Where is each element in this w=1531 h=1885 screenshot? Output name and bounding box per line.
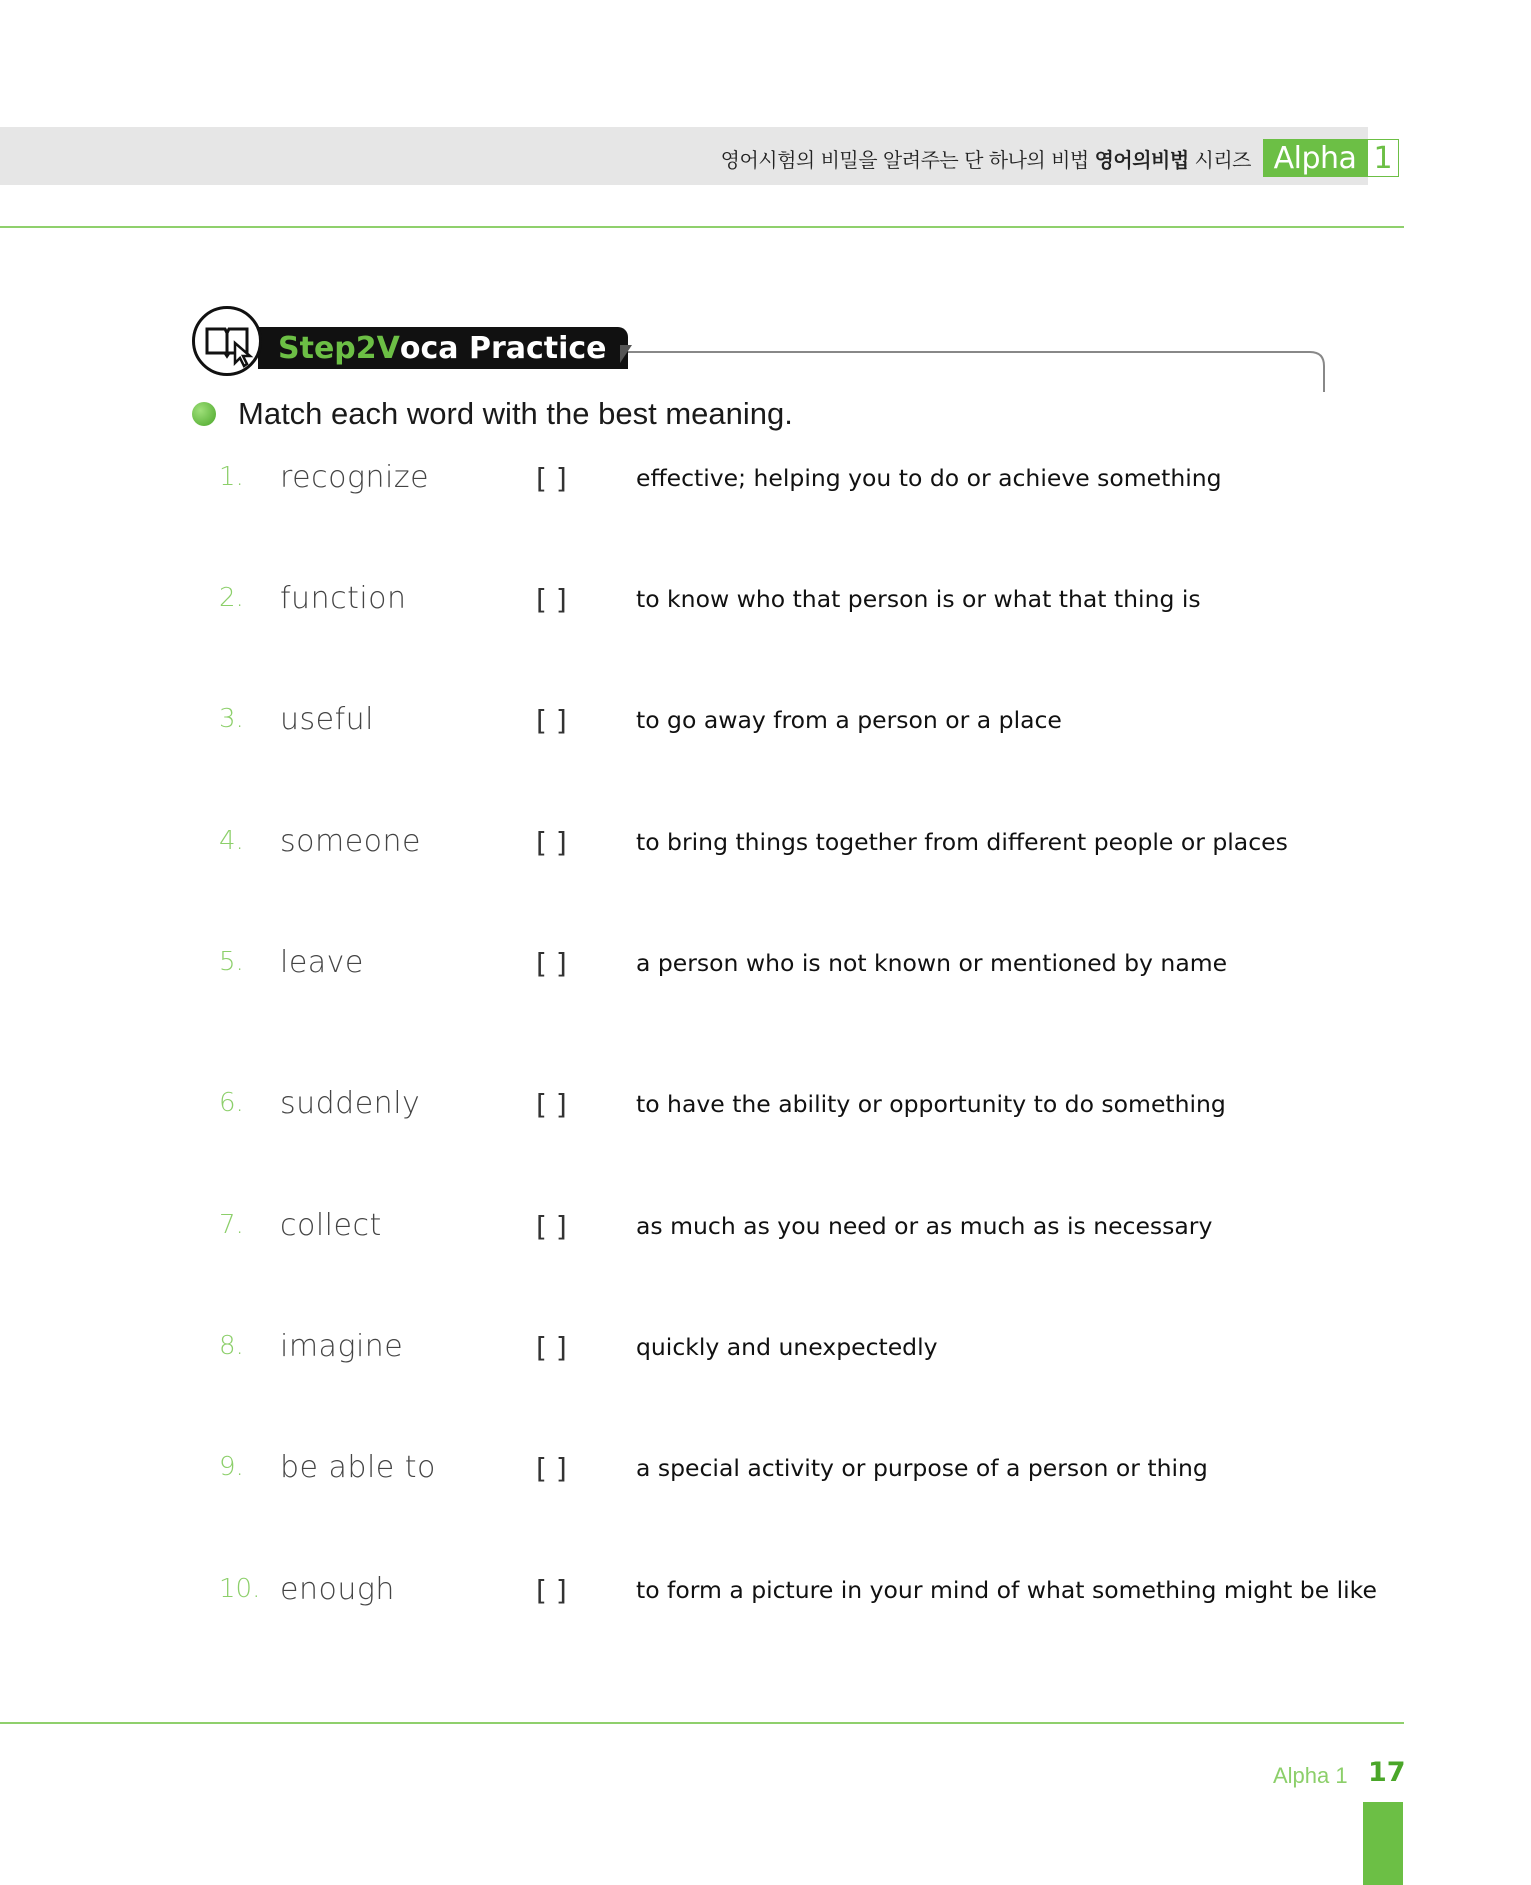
item-definition: effective; helping you to do or achieve something [636, 464, 1222, 492]
alpha-badge: Alpha [1263, 139, 1367, 177]
item-number: 5. [219, 947, 244, 977]
list-item [0, 1452, 1404, 1492]
item-number: 7. [219, 1210, 244, 1240]
item-definition: quickly and unexpectedly [636, 1333, 938, 1361]
item-definition: to bring things together from different people or places [636, 828, 1288, 856]
item-definition: to go away from a person or a place [636, 706, 1062, 734]
list-item [0, 1331, 1404, 1371]
bullet-icon [192, 402, 216, 426]
item-number: 6. [219, 1088, 244, 1118]
list-item [0, 947, 1404, 987]
list-item [0, 1574, 1404, 1614]
page-number: 17 [1368, 1757, 1406, 1788]
item-definition: to have the ability or opportunity to do something [636, 1090, 1226, 1118]
item-number: 10. [219, 1574, 261, 1604]
item-definition: as much as you need or as much as is necessary [636, 1212, 1213, 1240]
answer-bracket[interactable]: [ ] [536, 1574, 567, 1607]
alpha-badge-number: 1 [1367, 139, 1399, 177]
item-definition: to form a picture in your mind of what something might be like [636, 1576, 1377, 1604]
item-word: be able to [280, 1450, 436, 1485]
item-definition: to know who that person is or what that thing is [636, 585, 1201, 613]
answer-bracket[interactable]: [ ] [536, 462, 567, 495]
list-item [0, 1210, 1404, 1250]
bottom-divider [0, 1722, 1404, 1724]
item-number: 9. [219, 1452, 244, 1482]
item-word: collect [280, 1208, 382, 1243]
step-title-part3: oca Practice [399, 330, 607, 366]
item-word: someone [280, 824, 421, 859]
item-word: recognize [280, 460, 430, 495]
item-definition: a person who is not known or mentioned by name [636, 949, 1228, 977]
footer-book-label: Alpha 1 [1273, 1763, 1348, 1788]
list-item [0, 583, 1404, 623]
book-cursor-icon [192, 306, 262, 376]
item-number: 2. [219, 583, 244, 613]
answer-bracket[interactable]: [ ] [536, 1452, 567, 1485]
list-item [0, 704, 1404, 744]
answer-bracket[interactable]: [ ] [536, 1088, 567, 1121]
item-number: 4. [219, 826, 244, 856]
section-title [258, 327, 628, 369]
header-tagline [721, 144, 1251, 173]
tagline-suffix: 시리즈 [1194, 148, 1251, 172]
section-rule [620, 345, 1330, 395]
answer-bracket[interactable]: [ ] [536, 826, 567, 859]
top-divider [0, 226, 1404, 228]
list-item [0, 826, 1404, 866]
item-number: 1. [219, 462, 244, 492]
tagline-prefix: 영어시험의 비밀을 알려주는 단 하나의 비법 [720, 148, 1089, 172]
item-number: 8. [219, 1331, 244, 1361]
item-word: enough [280, 1572, 395, 1607]
step-title-part1: Step2 [278, 330, 377, 366]
page-tab [1363, 1802, 1403, 1885]
item-word: function [280, 581, 407, 616]
instruction [192, 396, 793, 432]
item-word: imagine [280, 1329, 404, 1364]
instruction-text: Match each word with the best meaning. [238, 396, 793, 431]
item-definition: a special activity or purpose of a person or thing [636, 1454, 1208, 1482]
answer-bracket[interactable]: [ ] [536, 1210, 567, 1243]
step-title-part2: V [376, 330, 400, 366]
series-name: 영어의비법 [1094, 148, 1189, 172]
item-number: 3. [219, 704, 244, 734]
item-word: suddenly [280, 1086, 421, 1121]
item-word: leave [280, 945, 364, 980]
list-item [0, 462, 1404, 502]
answer-bracket[interactable]: [ ] [536, 583, 567, 616]
answer-bracket[interactable]: [ ] [536, 1331, 567, 1364]
answer-bracket[interactable]: [ ] [536, 704, 567, 737]
item-word: useful [280, 702, 375, 737]
list-item [0, 1088, 1404, 1128]
answer-bracket[interactable]: [ ] [536, 947, 567, 980]
